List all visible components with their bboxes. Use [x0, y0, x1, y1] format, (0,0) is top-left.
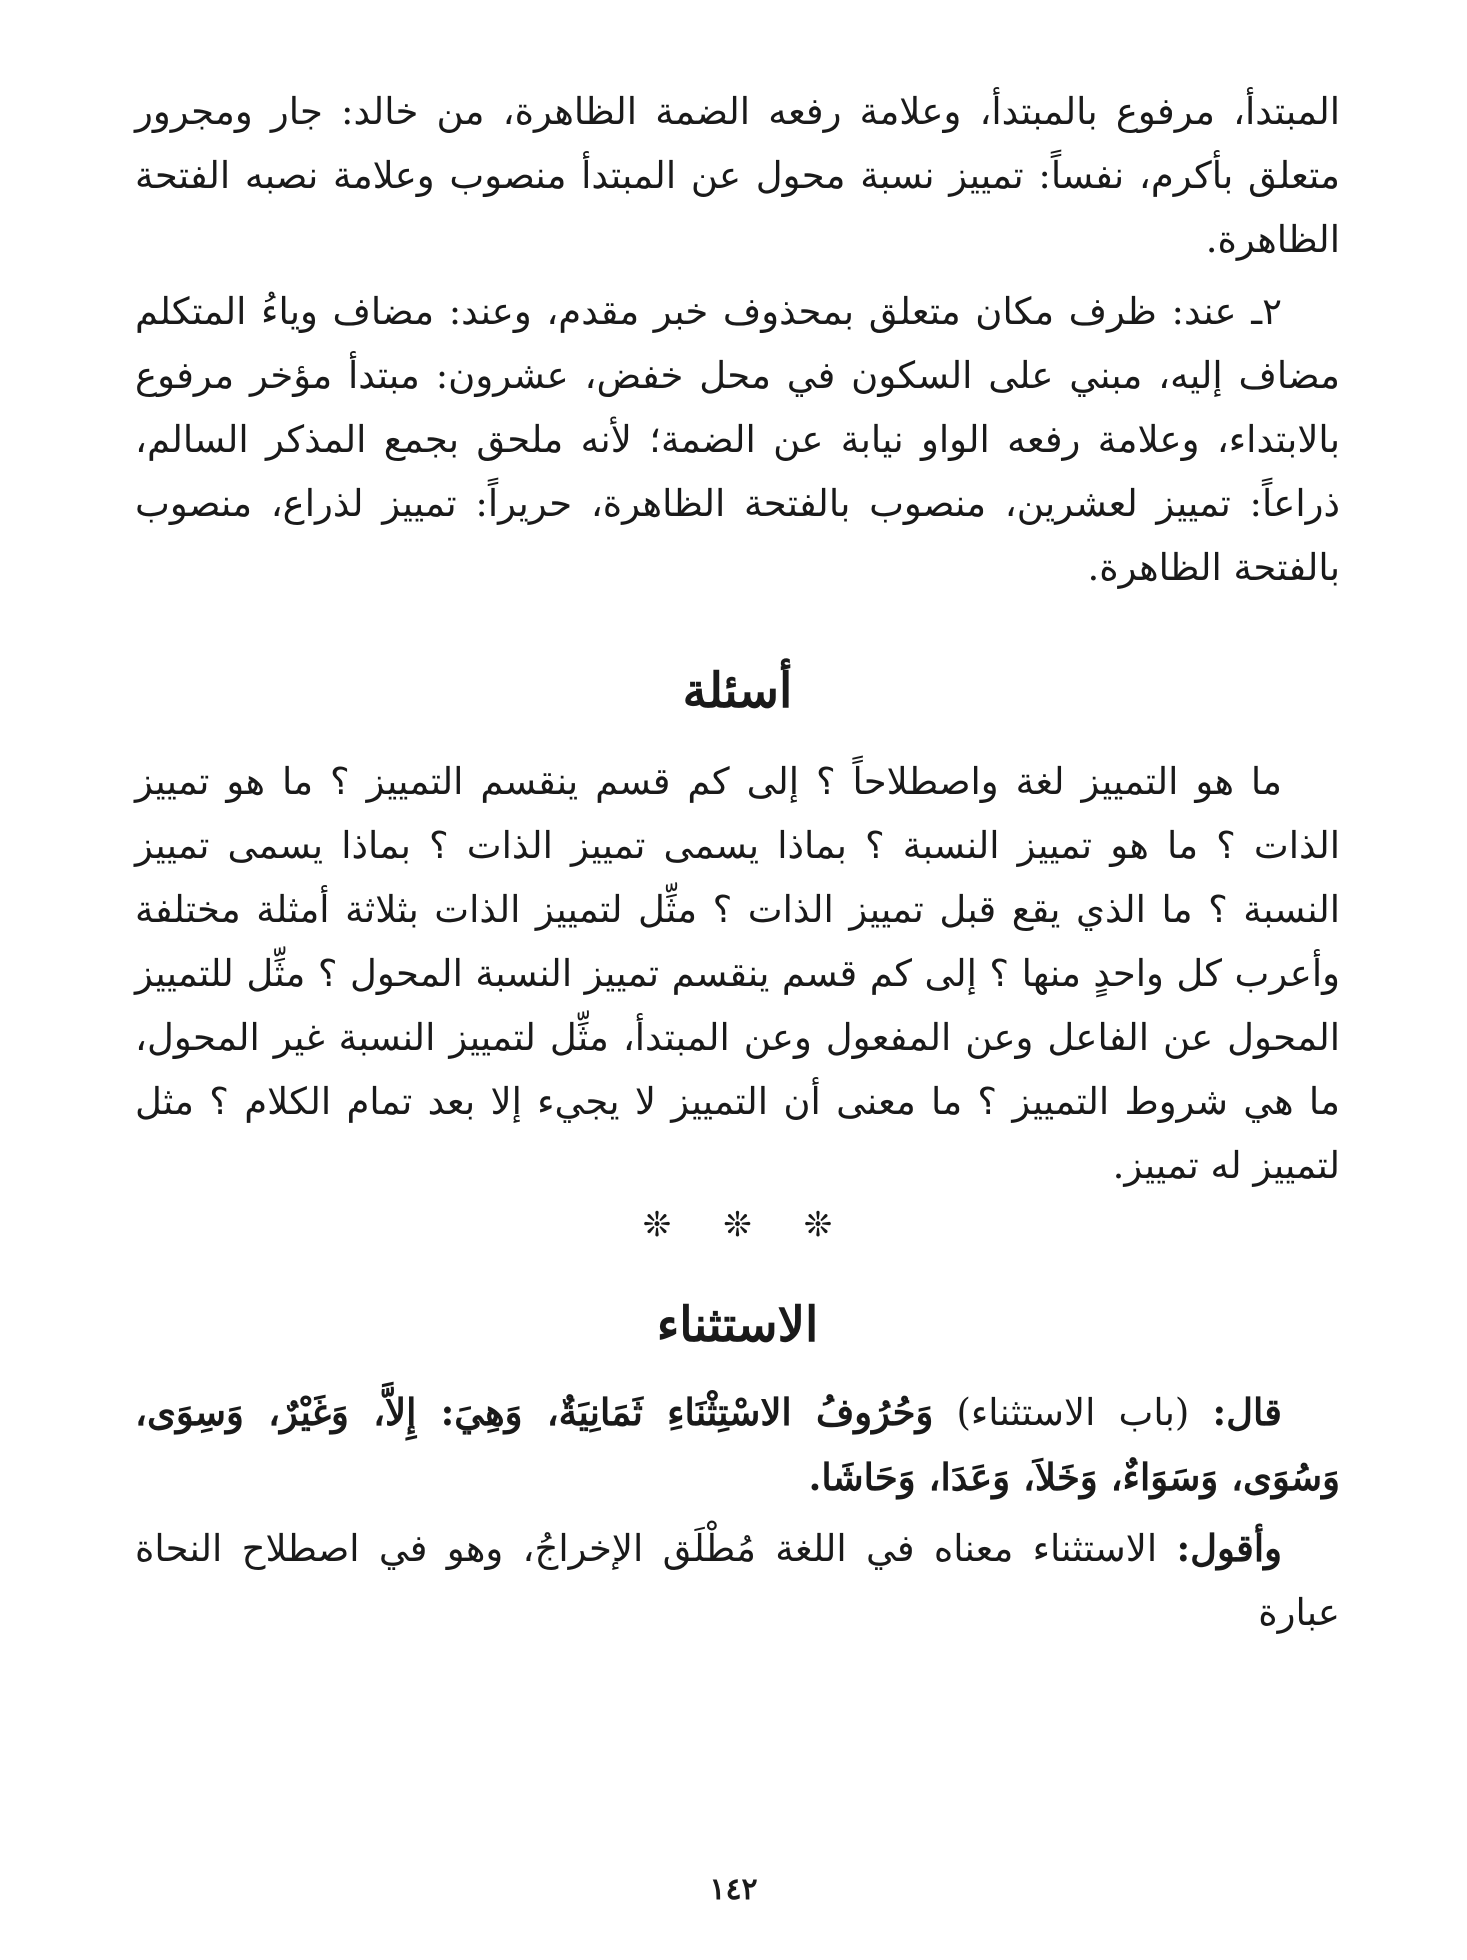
paragraph-irab-2: ٢ـ عند: ظرف مكان متعلق بمحذوف خبر مقدم، وعند: مضاف وياءُ المتكلم مضاف إليه، مبني على السكون في محل خفض، عشرون: مبتدأ مؤخر مرفوع بالابتداء، وعلامة رفعه الواو نيابة عن الضمة؛ لأنه ملحق بجمع المذكر السالم، ذراعاً: تمييز لعشرين، منصوب بالفتحة الظاهرة، حريراً: تمييز لذراع، منصوب بالفتحة الظاهرة. — [135, 290, 1340, 589]
sharh-paragraph — [135, 1516, 1340, 1645]
questions-heading: أسئلة — [682, 663, 793, 719]
aqulu-label: وأقول: — [1176, 1526, 1282, 1570]
page-number: ١٤٢ — [709, 1872, 758, 1907]
matn-text: وَحُرُوفُ الاسْتِثْنَاءِ ثَمَانِيَةٌ، وَهِيَ: إِلاَّ، وَغَيْرٌ، وَسِوَى، وَسُوَى، وَسَوَاءٌ، وَخَلاَ، وَعَدَا، وَحَاشَا. — [135, 1390, 1340, 1499]
qala-label: قال: — [1212, 1390, 1282, 1434]
questions-paragraph: ما هو التمييز لغة واصطلاحاً ؟ إلى كم قسم ينقسم التمييز ؟ ما هو تمييز الذات ؟ ما هو تمييز النسبة ؟ بماذا يسمى تمييز الذات ؟ بماذا يسمى تمييز النسبة ؟ ما الذي يقع قبل تمييز الذات ؟ مثِّل لتمييز الذات بثلاثة أمثلة مختلفة وأعرب كل واحدٍ منها ؟ إلى كم قسم ينقسم تمييز النسبة المحول ؟ مثِّل للتمييز المحول عن الفاعل وعن المفعول وعن المبتدأ، مثِّل لتمييز النسبة غير المحول، ما هي شروط التمييز ؟ ما معنى أن التمييز لا يجيء إلا بعد تمام الكلام ؟ مثل لتمييز له تمييز. — [135, 760, 1340, 1187]
chapter-title: (باب الاستثناء) — [956, 1391, 1190, 1434]
document-page — [135, 80, 1340, 1880]
paragraph-irab-continued: المبتدأ، مرفوع بالمبتدأ، وعلامة رفعه الضمة الظاهرة، من خالد: جار ومجرور متعلق بأكرم، نفساً: تمييز نسبة محول عن المبتدأ منصوب وعلامة نصبه الفتحة الظاهرة. — [135, 90, 1340, 261]
section-separator: ❊❊❊ — [642, 1205, 885, 1245]
istithna-heading: الاستثناء — [656, 1297, 819, 1353]
sharh-text: الاستثناء معناه في اللغة مُطْلَق الإخراجُ، وهو في اصطلاح النحاة عبارة — [135, 1527, 1340, 1634]
matn-paragraph — [135, 1380, 1340, 1510]
